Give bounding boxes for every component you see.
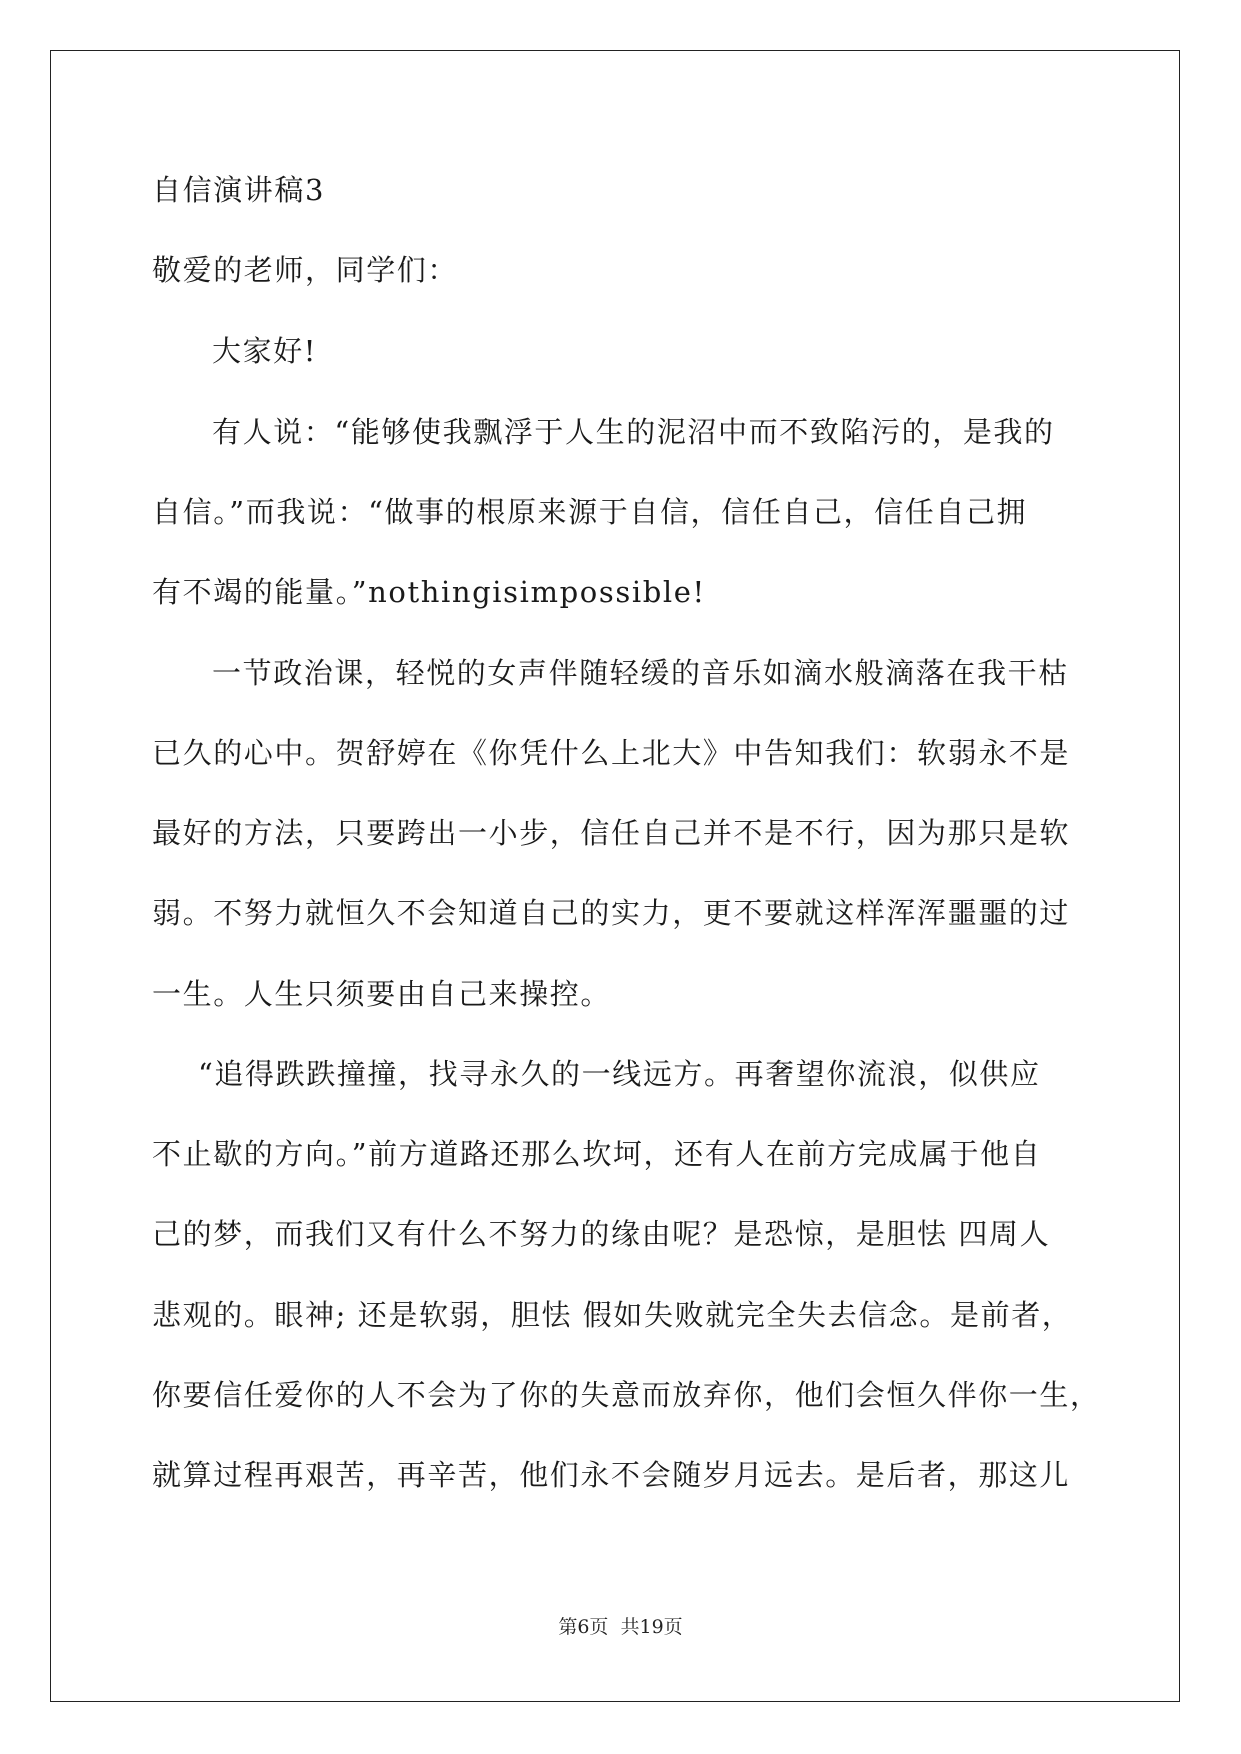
text-line: 最好的方法，只要跨出一小步，信任自己并不是不行，因为那只是软 <box>152 816 1071 850</box>
text-line: 你要信任爱你的人不会为了你的失意而放弃你，他们会恒久伴你一生， <box>152 1378 1101 1412</box>
text-line: 不止歇的方向。”前方道路还那么坎坷，还有人在前方完成属于他自 <box>152 1137 1042 1171</box>
text-line: 悲观的。眼神; 还是软弱，胆怯 假如失败就完全失去信念。是前者， <box>152 1298 1073 1332</box>
text-line: 一节政治课，轻悦的女声伴随轻缓的音乐如滴水般滴落在我干枯 <box>212 656 1069 690</box>
text-line: 自信。”而我说：“做事的根原来源于自信，信任自己，信任自己拥 <box>152 495 1028 529</box>
text-line: “追得跌跌撞撞，找寻永久的一线远方。再奢望你流浪，似供应 <box>198 1057 1041 1091</box>
page-number: 第6页 共19页 <box>558 1616 683 1638</box>
text-line: 己的梦，而我们又有什么不努力的缘由呢？是恐惊，是胆怯 四周人 <box>152 1217 1051 1251</box>
text-line: 有人说：“能够使我飘浮于人生的泥沼中而不致陷污的，是我的 <box>212 415 1055 449</box>
text-line: 就算过程再艰苦，再辛苦，他们永不会随岁月远去。是后者，那这儿 <box>152 1458 1071 1492</box>
text-line: 已久的心中。贺舒婷在《你凭什么上北大》中告知我们：软弱永不是 <box>152 736 1071 770</box>
document-title: 自信演讲稿3 <box>152 173 326 207</box>
text-line: 一生。人生只须要由自己来操控。 <box>152 977 612 1011</box>
text-line: 有不竭的能量。”nothingisimpossible! <box>152 575 706 609</box>
text-line: 大家好! <box>212 334 318 368</box>
text-line: 弱。不努力就恒久不会知道自己的实力，更不要就这样浑浑噩噩的过 <box>152 896 1071 930</box>
text-line: 敬爱的老师，同学们： <box>152 253 459 287</box>
